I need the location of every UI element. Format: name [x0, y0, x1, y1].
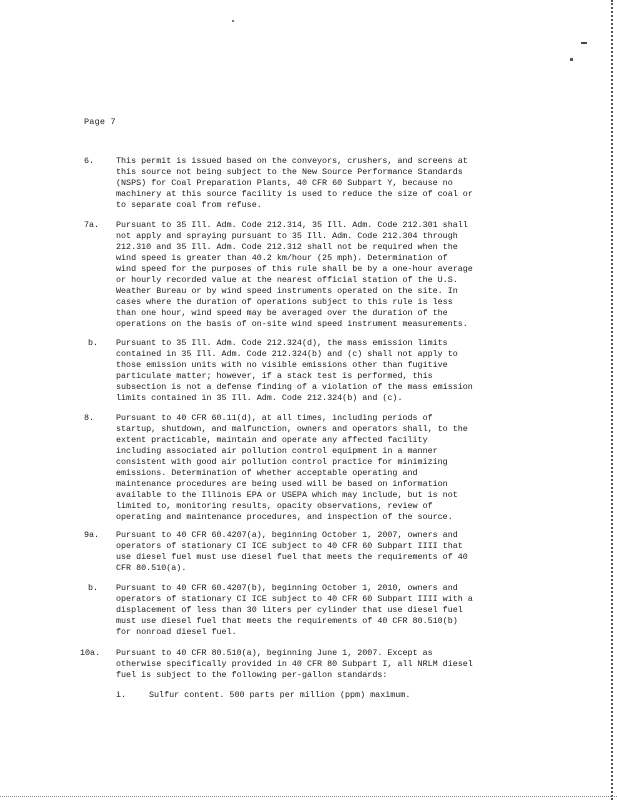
- text-line: otherwise specifically provided in 40 CFR 80 Subpart I, all NRLM diesel: [116, 659, 473, 669]
- text-line: limited to, monitoring results, opacity observations, review of: [116, 501, 433, 511]
- paragraph-number: 6.: [84, 156, 95, 166]
- paragraph-number: 8.: [84, 413, 95, 423]
- scan-speck: [570, 58, 573, 61]
- text-line: Pursuant to 35 Ill. Adm. Code 212.324(d), the mass emission limits: [116, 338, 448, 348]
- text-line: emissions. Determination of whether acceptable operating and: [116, 468, 418, 478]
- text-line: wind speed is greater than 40.2 km/hour (25 mph). Determination of: [116, 253, 448, 263]
- text-line: This permit is issued based on the conveyors, crushers, and screens at: [116, 156, 468, 166]
- text-line: operating and maintenance procedures, and inspection of the source.: [116, 512, 453, 522]
- text-line: wind speed for the purposes of this rule shall be by a one-hour average: [116, 264, 473, 274]
- paragraph-body: [116, 338, 524, 404]
- text-line: operations on the basis of on-site wind speed instrument measurements.: [116, 319, 468, 329]
- text-line: particulate matter; however, if a stack test is performed, this: [116, 371, 433, 381]
- text-line: Pursuant to 40 CFR 60.11(d), at all times, including periods of: [116, 413, 433, 423]
- paragraph-body: [116, 530, 524, 574]
- scan-speck: [581, 42, 587, 44]
- text-line: Weather Bureau or by wind speed instruments operated on the site. In: [116, 286, 458, 296]
- text-line: operators of stationary CI ICE subject to 40 CFR 60 Subpart IIII with a: [116, 594, 473, 604]
- text-line: must use diesel fuel that meets the requirements of 40 CFR 80.510(b): [116, 616, 458, 626]
- text-line: Pursuant to 35 Ill. Adm. Code 212.314, 35 Ill. Adm. Code 212.301 shall: [116, 220, 468, 230]
- scan-edge-bottom: [0, 795, 617, 797]
- paragraph-body: [116, 156, 524, 211]
- paragraph-number: b.: [88, 338, 99, 348]
- text-line: available to the Illinois EPA or USEPA which may include, but is not: [116, 490, 458, 500]
- text-line: use diesel fuel must use diesel fuel that meets the requirements of 40: [116, 552, 468, 562]
- text-line: startup, shutdown, and malfunction, owners and operators shall, to the: [116, 424, 468, 434]
- text-line: Pursuant to 40 CFR 80.510(a), beginning June 1, 2007. Except as: [116, 648, 433, 658]
- text-line: than one hour, wind speed may be averaged over the duration of the: [116, 308, 448, 318]
- text-line: maintenance procedures are being used will be based on information: [116, 479, 448, 489]
- text-line: 212.310 and 35 Ill. Adm. Code 212.312 shall not be required when the: [116, 242, 458, 252]
- text-line: limits contained in 35 Ill. Adm. Code 212.324(b) and (c).: [116, 393, 403, 403]
- paragraph-number: 7a.: [84, 220, 100, 230]
- text-line: contained in 35 Ill. Adm. Code 212.324(b) and (c) shall not apply to: [116, 349, 458, 359]
- text-line: extent practicable, maintain and operate any affected facility: [116, 435, 428, 445]
- text-line: Pursuant to 40 CFR 60.4207(a), beginning October 1, 2007, owners and: [116, 530, 458, 540]
- text-line: (NSPS) for Coal Preparation Plants, 40 CFR 60 Subpart Y, because no: [116, 178, 453, 188]
- text-line: this source not being subject to the New Source Performance Standards: [116, 167, 463, 177]
- text-line: Pursuant to 40 CFR 60.4207(b), beginning October 1, 2010, owners and: [116, 583, 458, 593]
- text-line: for nonroad diesel fuel.: [116, 627, 237, 637]
- scan-edge-right: [609, 0, 613, 800]
- text-line: those emission units with no visible emissions other than fugitive: [116, 360, 448, 370]
- paragraph-number: b.: [88, 583, 99, 593]
- paragraph-body: [116, 220, 524, 330]
- text-line: not apply and spraying pursuant to 35 Ill. Adm. Code 212.304 through: [116, 231, 458, 241]
- subitem-text: Sulfur content. 500 parts per million (ppm) maximum.: [149, 690, 411, 700]
- subitem-number: i.: [116, 690, 127, 700]
- text-line: including associated air pollution control equipment in a manner: [116, 446, 438, 456]
- text-line: fuel is subject to the following per-gallon standards:: [116, 670, 388, 680]
- paragraph-number: 10a.: [80, 648, 101, 658]
- text-line: displacement of less than 30 liters per cylinder that use diesel fuel: [116, 605, 463, 615]
- page-number-label: Page 7: [84, 117, 116, 127]
- text-line: machinery at this source facility is used to reduce the size of coal or: [116, 189, 473, 199]
- scan-speck: [232, 20, 234, 22]
- paragraph-number: 9a.: [84, 530, 100, 540]
- text-line: consistent with good air pollution control practice for minimizing: [116, 457, 448, 467]
- paragraph-body: [116, 583, 524, 638]
- paragraph-body: [116, 413, 524, 523]
- text-line: subsection is not a defense finding of a violation of the mass emission: [116, 382, 473, 392]
- text-line: to separate coal from refuse.: [116, 200, 262, 210]
- text-line: cases where the duration of operations subject to this rule is less: [116, 297, 453, 307]
- text-line: or hourly recorded value at the nearest official station of the U.S.: [116, 275, 458, 285]
- paragraph-body: [116, 648, 524, 681]
- text-line: operators of stationary CI ICE subject to 40 CFR 60 Subpart IIII that: [116, 541, 463, 551]
- text-line: CFR 80.510(a).: [116, 563, 187, 573]
